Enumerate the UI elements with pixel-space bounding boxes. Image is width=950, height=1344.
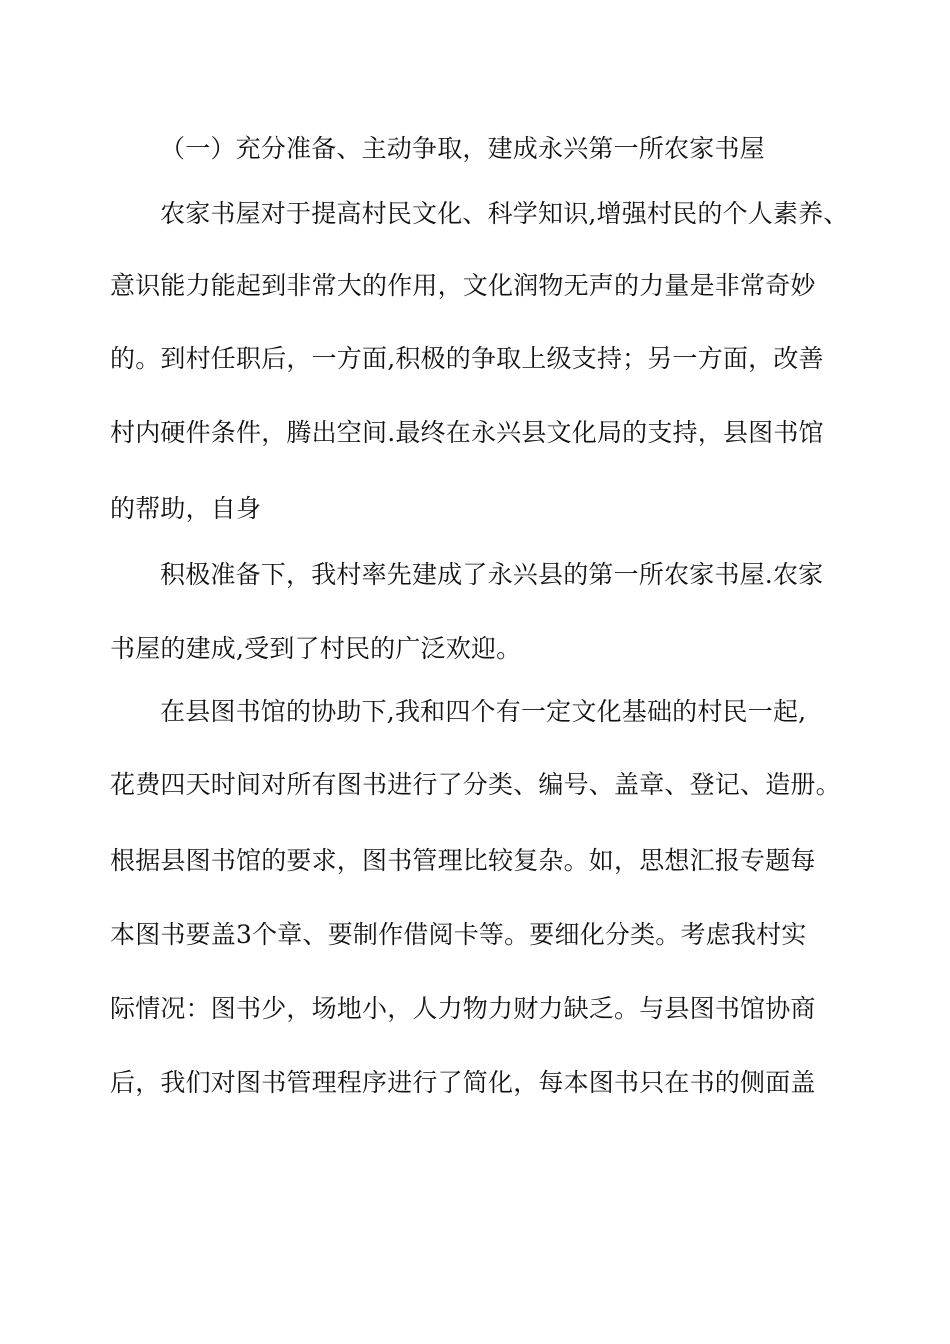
text-line: 农家书屋对于提高村民文化、科学知识,增强村民的个人素养、 xyxy=(160,199,849,228)
text-line: 后，我们对图书管理程序进行了简化，每本图书只在书的侧面盖 xyxy=(110,1068,816,1097)
text-line: 书屋的建成,受到了村民的广泛欢迎。 xyxy=(110,634,522,663)
text-line: 积极准备下，我村率先建成了永兴县的第一所农家书屋.农家 xyxy=(160,560,824,589)
text-line: 意识能力能起到非常大的作用，文化润物无声的力量是非常奇妙 xyxy=(110,271,816,300)
text-line: 际情况：图书少，场地小，人力物力财力缺乏。与县图书馆协商 xyxy=(110,994,816,1023)
text-line: 的帮助，自身 xyxy=(110,494,262,523)
section-heading: （一）充分准备、主动争取，建成永兴第一所农家书屋 xyxy=(160,134,765,163)
text-line: 花费四天时间对所有图书进行了分类、编号、盖章、登记、造册。 xyxy=(110,770,841,799)
text-line: 在县图书馆的协助下,我和四个有一定文化基础的村民一起, xyxy=(160,697,807,726)
text-line: 的。到村任职后，一方面,积极的争取上级支持；另一方面，改善 xyxy=(110,344,824,373)
text-line: 本图书要盖3个章、要制作借阅卡等。要细化分类。考虑我村实 xyxy=(110,920,807,949)
text-line: 根据县图书馆的要求，图书管理比较复杂。如，思想汇报专题每 xyxy=(110,846,816,875)
text-line: 村内硬件条件，腾出空间.最终在永兴县文化局的支持，县图书馆 xyxy=(110,418,824,447)
